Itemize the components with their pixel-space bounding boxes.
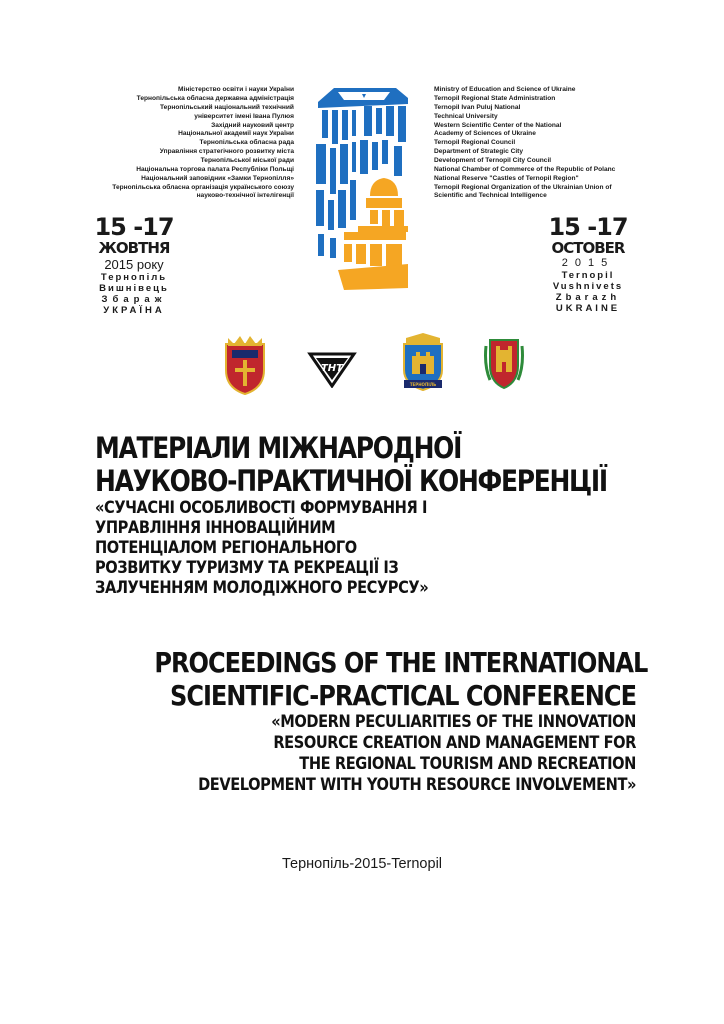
org-ua-9a: Тернопільська обласна організація українського союзу <box>112 184 294 192</box>
date-year-en: 2015 <box>561 257 615 269</box>
org-ua-3a: Тернопільський національний технічний <box>159 104 294 112</box>
date-range-en: 15 -17 <box>548 213 628 241</box>
castle-reserve-emblem <box>484 336 524 392</box>
org-en-3b: Technical University <box>434 112 498 120</box>
tntu-logo-text: ТНТ <box>320 363 344 374</box>
date-block-en <box>546 214 630 314</box>
subtitle-en-line2: RESOURCE CREATION AND MANAGEMENT FOR <box>273 733 636 753</box>
org-ua-7: Національна торгова палата Республіки Польщі <box>136 165 294 173</box>
org-en-9b: Scientific and Technical Intelligence <box>434 192 547 200</box>
org-en-1: Ministry of Education and Science of Ukraine <box>434 86 576 93</box>
org-en-5: Ternopil Regional Council <box>434 139 516 147</box>
footer-place-year: Тернопіль-2015-Ternopil <box>281 856 443 872</box>
title-en-line1: PROCEEDINGS OF THE INTERNATIONAL <box>154 646 648 679</box>
ternopil-region-coat-of-arms <box>222 334 268 396</box>
subtitle-ua-line5: ЗАЛУЧЕННЯМ МОЛОДІЖНОГО РЕСУРСУ» <box>95 578 429 598</box>
title-ua <box>95 432 655 598</box>
org-ua-3b: університет імені Івана Пулюя <box>194 112 294 120</box>
tntu-university-logo <box>306 344 358 388</box>
org-en-9a: Ternopil Regional Organization of the Ukrainian Union of <box>434 184 612 192</box>
title-en <box>76 646 648 796</box>
org-ua-1: Міністерство освіти і науки України <box>178 86 294 93</box>
subtitle-ua-line4: РОЗВИТКУ ТУРИЗМУ ТА РЕКРЕАЦІЇ ІЗ <box>95 558 399 578</box>
org-ua-6b: Тернопільської міської ради <box>200 156 294 164</box>
date-month-ua: ЖОВТНЯ <box>98 239 170 257</box>
org-ua-9b: науково-технічної інтелігенції <box>196 192 294 200</box>
date-range-ua: 15 -17 <box>94 213 174 241</box>
city-en-1: Ternopil <box>561 270 615 281</box>
org-en-6a: Department of Strategic City <box>434 148 524 156</box>
org-ua-5: Тернопільська обласна рада <box>199 139 294 147</box>
date-year-ua: 2015 року <box>104 257 164 272</box>
org-en-7: National Chamber of Commerce of the Republic of Polanc <box>434 165 616 173</box>
title-ua-line1: МАТЕРІАЛИ МІЖНАРОДНОЇ <box>95 431 462 465</box>
org-en-6b: Development of Ternopil City Council <box>434 156 552 164</box>
subtitle-en-line3: THE REGIONAL TOURISM AND RECREATION <box>299 754 636 774</box>
date-block-ua <box>88 214 180 316</box>
org-en-4a: Western Scientific Center of the National <box>434 121 562 129</box>
conference-building-logo <box>304 84 426 292</box>
org-en-2: Ternopil Regional State Administration <box>434 95 556 103</box>
ternopil-city-coat-of-arms <box>398 332 448 394</box>
organizers-en <box>434 86 646 202</box>
country-en: UKRAINE <box>555 303 621 314</box>
city-ua-2: Вишнівець <box>99 283 169 294</box>
org-en-8: National Reserve "Castles of Ternopil Region" <box>434 175 579 183</box>
org-ua-8: Національний заповідник «Замки Тернопілля» <box>141 175 294 183</box>
city-en-3: Zbarazh <box>555 292 621 303</box>
city-ua-1: Тернопіль <box>100 272 168 283</box>
emblem-ribbon-text: ТЕРНОПІЛЬ <box>409 382 437 387</box>
title-en-line2: SCIENTIFIC-PRACTICAL CONFERENCE <box>170 679 636 712</box>
city-ua-3: Збараж <box>101 294 167 305</box>
date-month-en: OCTOBER <box>551 239 625 257</box>
orange-castle-shape <box>338 178 408 290</box>
org-en-3a: Ternopil Ivan Puluj National <box>434 104 521 112</box>
subtitle-ua-line3: ПОТЕНЦІАЛОМ РЕГІОНАЛЬНОГО <box>95 538 357 558</box>
org-ua-4b: Національної академії наук України <box>178 130 294 138</box>
subtitle-en-line4: DEVELOPMENT WITH YOUTH RESOURCE INVOLVEMENT» <box>198 775 636 795</box>
organizers-ua <box>72 86 294 202</box>
country-ua: УКРАЇНА <box>103 305 165 316</box>
city-en-2: Vushnivets <box>552 281 624 292</box>
subtitle-ua-line1: «СУЧАСНІ ОСОБЛИВОСТІ ФОРМУВАННЯ І <box>95 498 427 518</box>
org-en-4b: Academy of Sciences of Ukraine <box>434 130 536 138</box>
subtitle-ua-line2: УПРАВЛІННЯ ІННОВАЦІЙНИМ <box>95 518 336 538</box>
org-ua-4a: Західний науковий центр <box>211 121 294 129</box>
title-ua-line2: НАУКОВО-ПРАКТИЧНОЇ КОНФЕРЕНЦІЇ <box>95 464 607 498</box>
org-ua-2: Тернопільська обласна державна адміністрація <box>136 95 294 103</box>
subtitle-en-line1: «MODERN PECULIARITIES OF THE INNOVATION <box>271 712 636 732</box>
org-ua-6a: Управління стратегічного розвитку міста <box>159 148 294 156</box>
